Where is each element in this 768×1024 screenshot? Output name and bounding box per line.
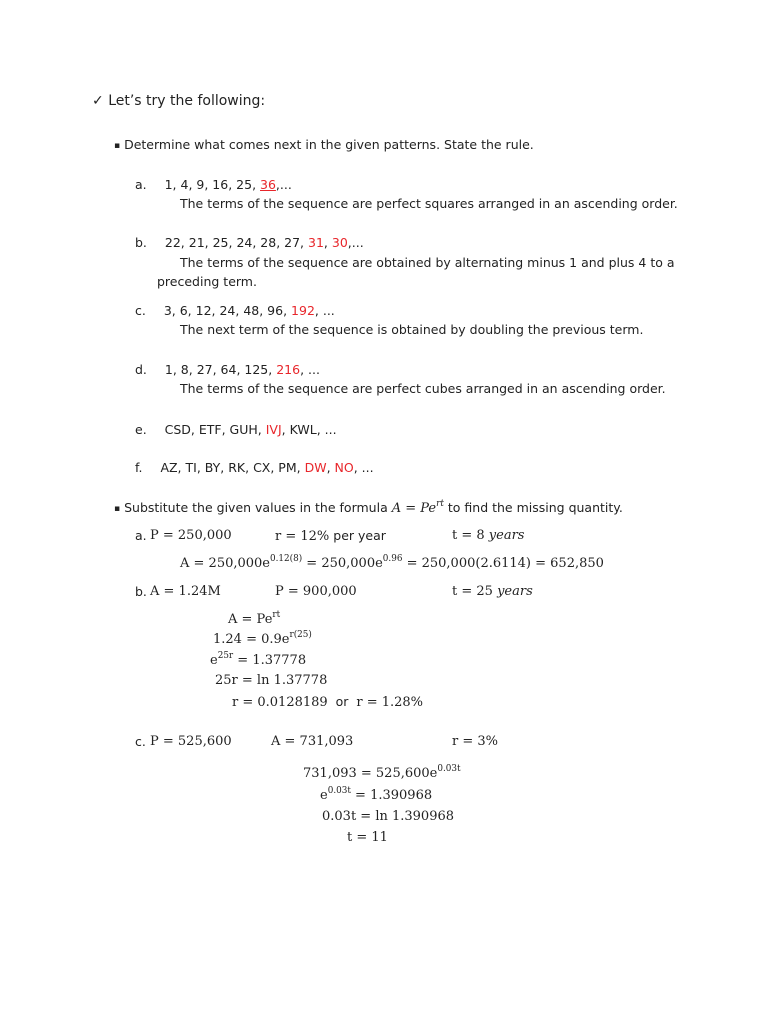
patterns-instruction: ▪ Determine what comes next in the given patterns. State the rule. (114, 137, 534, 152)
formula-a-given-r: r = 12% per year (275, 528, 386, 544)
formula-c-given-P: P = 525,600 (150, 734, 232, 749)
formula-c-step-4: t = 11 (347, 830, 388, 845)
formula-c-given-r: r = 3% (452, 734, 498, 749)
formula-c-step-3: 0.03t = ln 1.390968 (322, 809, 455, 824)
pattern-b-answer-2: 30 (331, 235, 348, 250)
formula-c-letter: c. (135, 734, 146, 749)
formula-a-solution: $A = 250,000e^{0.12(8)} = 250,000e^{0.96} = 250,000(2.6114) = 652,850$ (180, 553, 604, 571)
formula-a-letter: a. (135, 528, 147, 543)
pattern-f-answer-2: NO (334, 460, 354, 475)
square-bullet-icon: ▪ (114, 141, 121, 151)
pattern-f-sequence: f. AZ, TI, BY, RK, CX, PM, DW, NO, ... (135, 460, 374, 475)
heading-title: Let’s try the following: (108, 93, 266, 109)
formula-c-step-2: $e^{0.03t} = 1.390968$ (320, 785, 433, 803)
formula-a-given-t: t = 8 years (452, 528, 525, 543)
formula-b-given-P: P = 900,000 (275, 584, 357, 599)
formula-b-given-t: t = 25 years (452, 584, 533, 599)
formula-instruction: ▪ Substitute the given values in the formula $A = Pe^{rt}$ to find the missing quantity. (114, 498, 623, 516)
pattern-b-rule-line2: preceding term. (157, 274, 257, 289)
pattern-a-sequence: a. 1, 4, 9, 16, 25, 36,... (135, 177, 292, 192)
pattern-a-answer: 36 (260, 177, 276, 192)
pattern-e-sequence: e. CSD, ETF, GUH, IVJ, KWL, ... (135, 422, 337, 437)
formula-b-step-2: $1.24 = 0.9e^{r(25)}$ (213, 629, 312, 647)
formula-a-given-P: P = 250,000 (150, 528, 232, 543)
formula-b-given-A: A = 1.24M (150, 584, 221, 599)
pattern-d-rule: The terms of the sequence are perfect cubes arranged in an ascending order. (180, 381, 666, 396)
pattern-b-answer-1: 31 (308, 235, 324, 250)
pattern-c-rule: The next term of the sequence is obtained by doubling the previous term. (180, 322, 644, 337)
pattern-a-rule: The terms of the sequence are perfect squares arranged in an ascending order. (180, 196, 678, 211)
pattern-b-sequence: b. 22, 21, 25, 24, 28, 27, 31, 30,... (135, 235, 364, 250)
heading (92, 93, 265, 109)
formula-b-step-1: $A = Pe^{rt}$ (228, 609, 281, 627)
formula-b-step-3: $e^{25r} = 1.37778$ (210, 650, 307, 668)
formula-b-letter: b. (135, 584, 147, 599)
pattern-e-answer: IVJ (265, 422, 282, 437)
formula-b-step-4: 25r = ln 1.37778 (215, 673, 328, 688)
pattern-c-answer: 192 (291, 303, 315, 318)
pattern-d-sequence: d. 1, 8, 27, 64, 125, 216, ... (135, 362, 320, 377)
pattern-b-rule-line1: The terms of the sequence are obtained by alternating minus 1 and plus 4 to a (180, 255, 675, 270)
pattern-c-sequence: c. 3, 6, 12, 24, 48, 96, 192, ... (135, 303, 335, 318)
formula-c-given-A: A = 731,093 (271, 734, 354, 749)
formula-b-step-5: r = 0.0128189 or r = 1.28% (232, 694, 424, 710)
checkmark-icon: ✓ (92, 93, 104, 109)
pattern-f-answer-1: DW (304, 460, 327, 475)
pattern-d-answer: 216 (276, 362, 301, 377)
formula-c-step-1: $731,093 = 525,600e^{0.03t}$ (303, 763, 461, 781)
square-bullet-icon: ▪ (114, 504, 121, 514)
